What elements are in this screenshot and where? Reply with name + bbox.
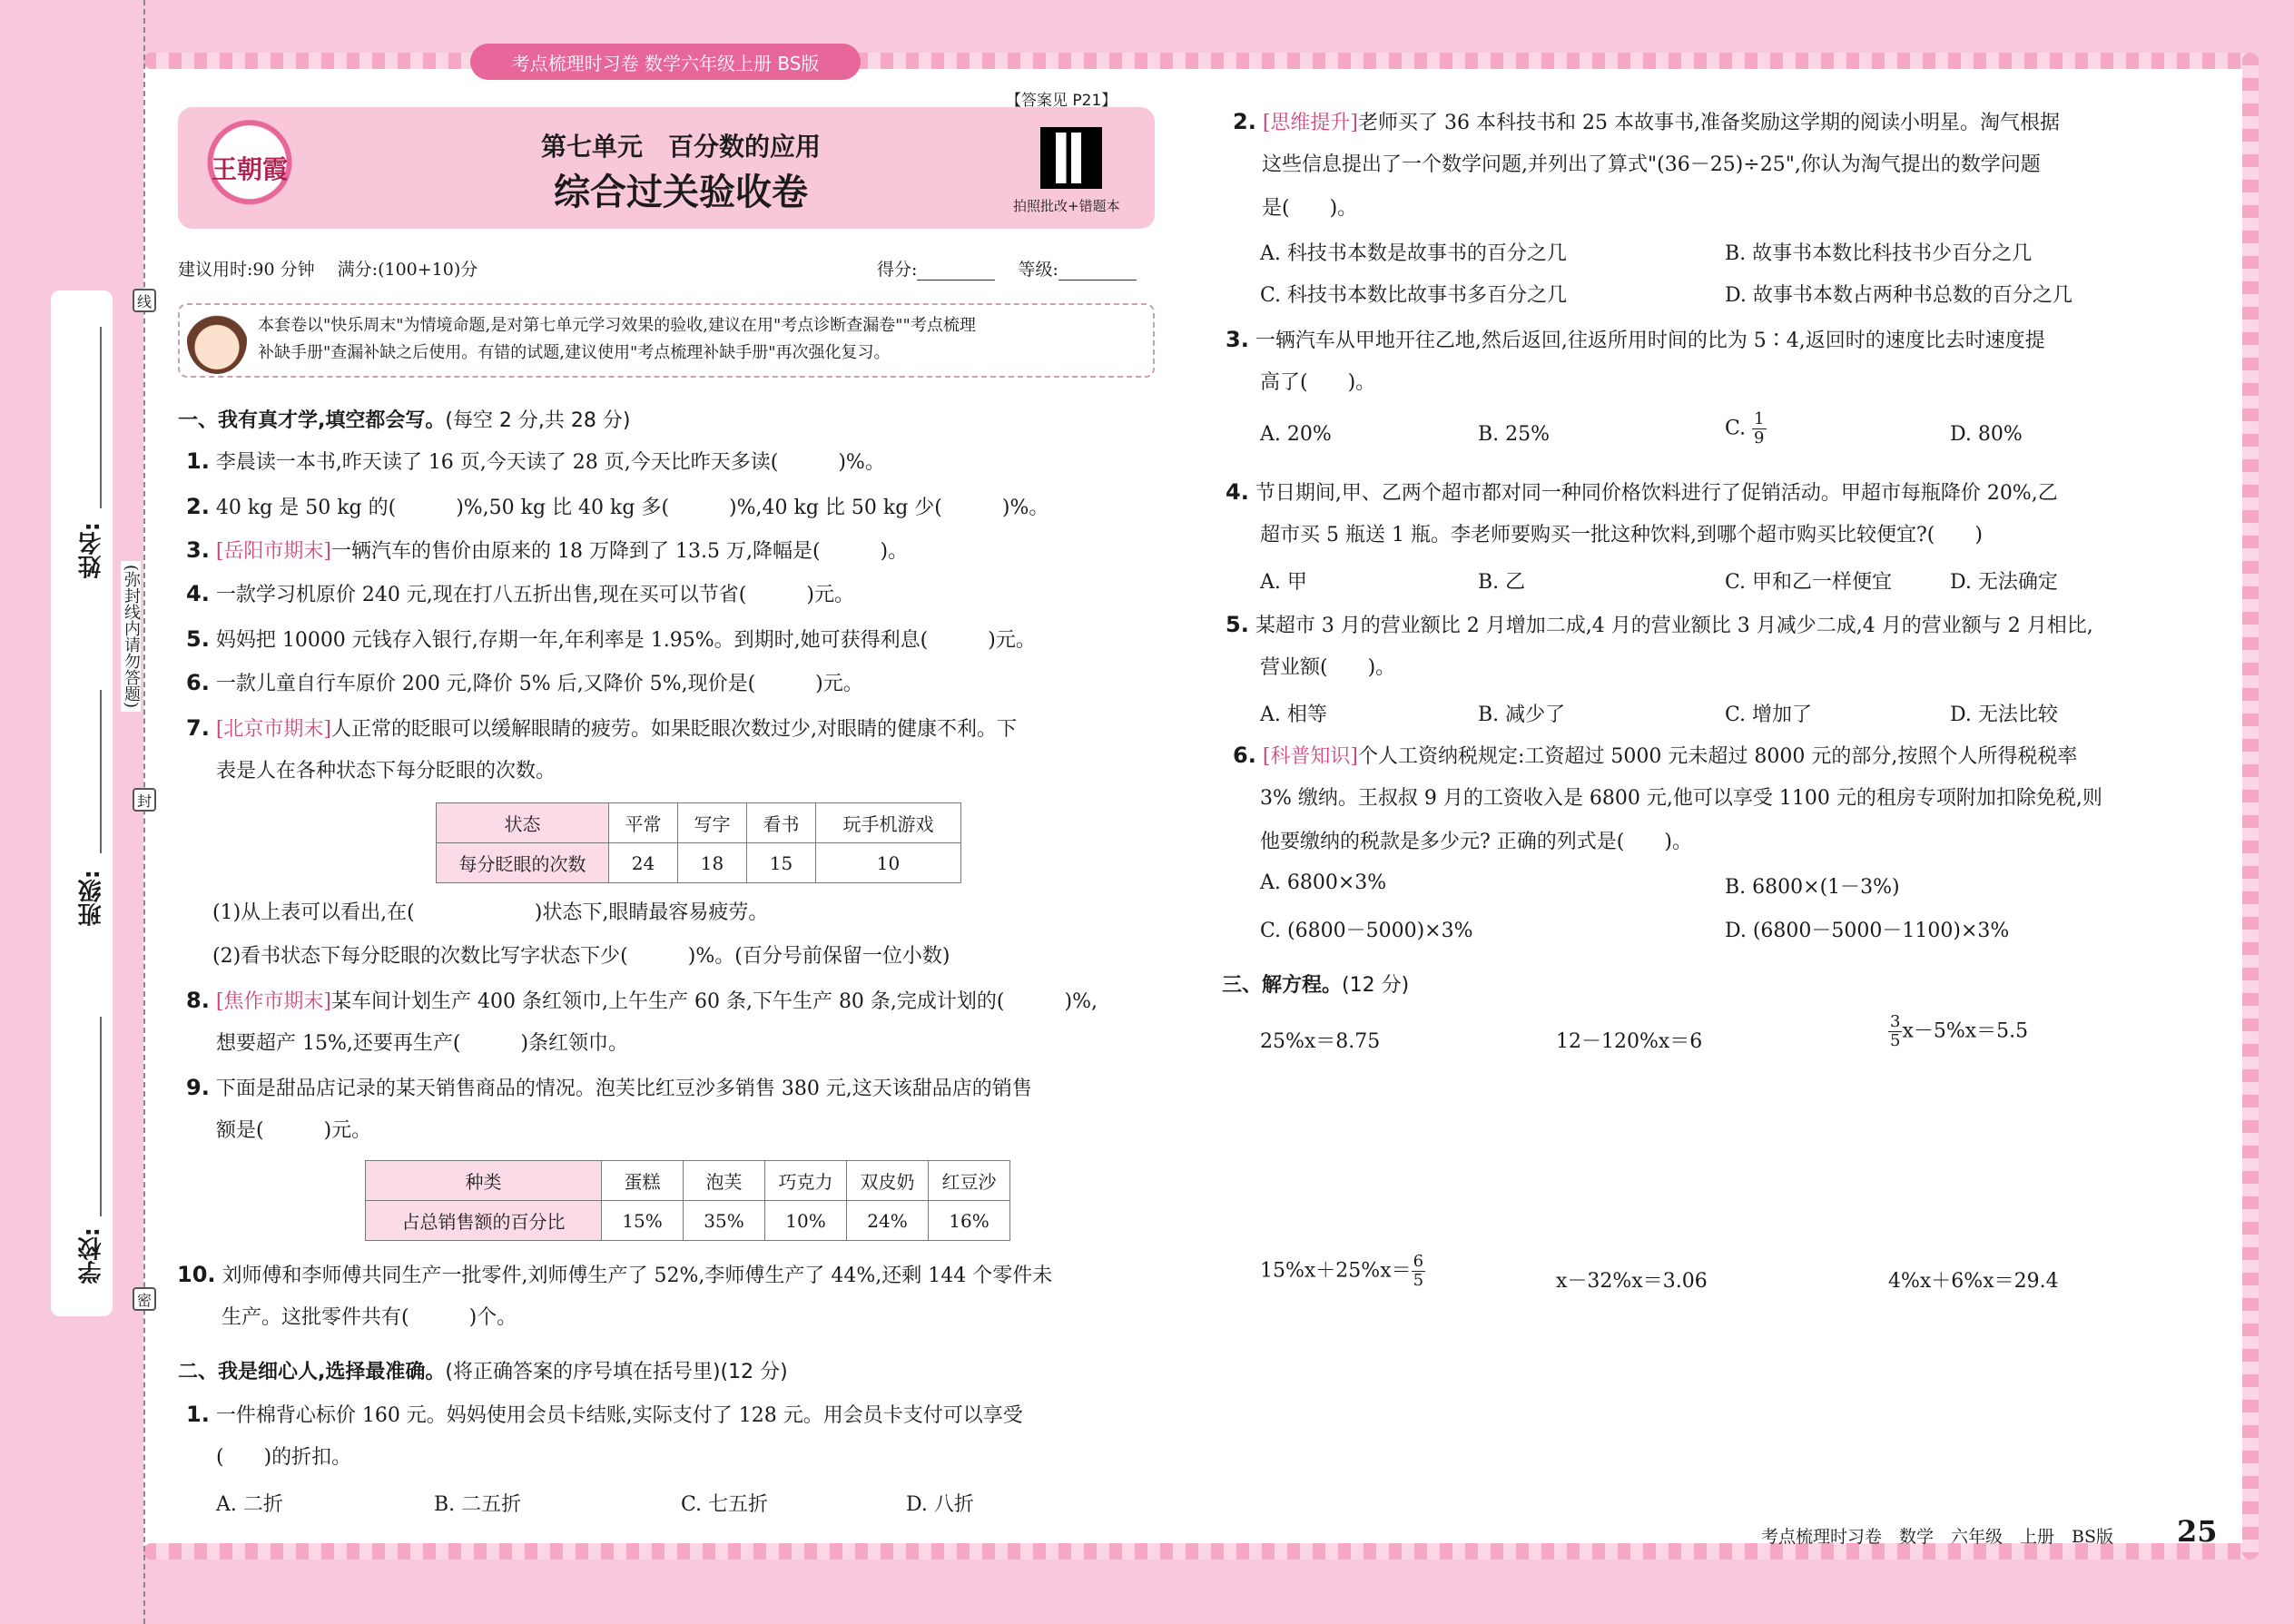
q2-1-option-a[interactable]: A. 二折 [216,1493,283,1516]
seal-char-secret: 密 [133,1287,156,1311]
equation-5: x－32%x＝3.06 [1556,1270,1708,1293]
q1-7-sub2: (2)看书状态下每分眨眼的次数比写字状态下少( )%。(百分号前保留一位小数) [212,945,950,968]
q2-3-option-a[interactable]: A. 20% [1260,423,1332,446]
score-field[interactable] [917,260,995,281]
q2-5-option-b[interactable]: B. 减少了 [1478,704,1566,726]
binding-strip [51,290,113,1316]
suggested-time: 建议用时:90 分钟 [178,260,315,280]
exam-meta-right [877,256,1137,281]
q1-6: 6. 一款儿童自行车原价 200 元,降价 5% 后,又降价 5%,现价是( )元。 [186,670,863,695]
q2-3-option-c[interactable]: C. $\frac{1}{9}$ [1725,409,1765,448]
q2-4-option-b[interactable]: B. 乙 [1478,571,1526,594]
q2-5-option-d[interactable]: D. 无法比较 [1950,704,2058,726]
q2-2-option-a[interactable]: A. 科技书本数是故事书的百分之几 [1260,242,1567,265]
grade-label: 等级: [1018,260,1058,280]
name-label: 姓名: [78,522,105,579]
name-line[interactable] [100,327,102,508]
q2-6-line2: 3% 缴纳。王叔叔 9 月的工资收入是 6800 元,他可以享受 1100 元的租房专项附加扣除免税,则 [1260,787,2102,810]
q2-6-option-c[interactable]: C. (6800－5000)×3% [1260,920,1473,942]
page-number: 25 [2177,1514,2218,1549]
unit-title: 第七单元 百分数的应用 [540,132,821,162]
seal-note: (弥封线内请勿答题) [121,561,141,712]
class-label: 班级: [78,870,105,927]
q2-6-option-a[interactable]: A. 6800×3% [1260,871,1387,894]
q2-4-option-d[interactable]: D. 无法确定 [1950,571,2058,594]
exam-meta-left [178,256,478,281]
section-1-title: 一、我有真才学,填空都会写。(每空 2 分,共 28 分) [178,409,631,432]
blink-table: 状态 平常 写字 看书 玩手机游戏 每分眨眼的次数 24 18 15 10 [436,802,961,883]
q2-4-option-a[interactable]: A. 甲 [1260,571,1307,594]
book-series-tab: 考点梳理时习卷 数学六年级上册 BS版 [470,44,861,80]
intro-text: 本套卷以"快乐周末"为情境命题,是对第七单元学习效果的验收,建议在用"考点诊断查漏卷""考点梳理 补缺手册"查漏补缺之后使用。有错的试题,建议使用"考点梳理补缺手册"再次强化复习。 [258,316,976,362]
sales-table: 种类 蛋糕 泡芙 巧克力 双皮奶 红豆沙 占总销售额的百分比 15% 35% 10% 24% 16% [365,1160,1010,1241]
equation-2: 12－120%x＝6 [1556,1030,1703,1053]
q2-1-option-c[interactable]: C. 七五折 [681,1493,769,1516]
qr-caption: 拍照批改+错题本 [1013,198,1120,214]
qr-code-icon[interactable] [1040,127,1102,189]
q2-5-option-a[interactable]: A. 相等 [1260,704,1327,726]
grade-field[interactable] [1058,260,1137,281]
q2-5: 5. 某超市 3 月的营业额比 2 月增加二成,4 月的营业额比 3 月减少二成,4 月的营业额与 2 月相比, [1226,612,2093,637]
q2-1-line2: ( )的折扣。 [216,1446,352,1469]
seal-char-line: 线 [133,289,156,312]
q1-7: 7. [北京市期末]人正常的眨眼可以缓解眼睛的疲劳。如果眨眼次数过少,对眼睛的健康不利。下 [186,715,1017,741]
q1-1: 1. 李晨读一本书,昨天读了 16 页,今天读了 28 页,今天比昨天多读( )%。 [186,448,885,474]
answer-reference: 【答案见 P21】 [1006,92,1117,110]
q1-9: 9. 下面是甜品店记录的某天销售商品的情况。泡芙比红豆沙多销售 380 元,这天该甜品店的销售 [186,1075,1032,1100]
q2-2-line3: 是( )。 [1262,197,1358,220]
equation-1: 25%x＝8.75 [1260,1030,1381,1053]
q2-5-line2: 营业额( )。 [1260,656,1396,679]
q2-3-option-b[interactable]: B. 25% [1478,423,1551,446]
q1-5: 5. 妈妈把 10000 元钱存入银行,存期一年,年利率是 1.95%。到期时,她可获得利息( )元。 [186,626,1036,652]
q2-1: 1. 一件棉背心标价 160 元。妈妈使用会员卡结账,实际支付了 128 元。用会员卡支付可以享受 [186,1402,1023,1427]
q1-10: 10. 刘师傅和李师傅共同生产一批零件,刘师傅生产了 52%,李师傅生产了 44%,还剩 144 个零件未 [177,1262,1053,1287]
fraction-six-fifths: $\frac{6}{5}$ [1413,1252,1424,1290]
q2-3-option-d[interactable]: D. 80% [1950,423,2023,446]
fraction-one-ninth: $\frac{1}{9}$ [1754,409,1765,448]
q1-4: 4. 一款学习机原价 240 元,现在打八五折出售,现在买可以节省( )元。 [186,581,854,606]
q2-1-option-b[interactable]: B. 二五折 [434,1493,522,1516]
q1-7-sub1: (1)从上表可以看出,在( )状态下,眼睛最容易疲劳。 [212,901,769,924]
equation-3: $\frac{3}{5}$ x－5%x＝5.5 [1890,1012,2029,1050]
q2-3: 3. 一辆汽车从甲地开往乙地,然后返回,往返所用时间的比为 5∶4,返回时的速度比去时速度提 [1226,327,2045,352]
q1-3: 3. [岳阳市期末]一辆汽车的售价由原来的 18 万降到了 13.5 万,降幅是( )。 [186,537,909,563]
q2-1-option-d[interactable]: D. 八折 [906,1493,974,1516]
q2-2-option-b[interactable]: B. 故事书本数比科技书少百分之几 [1725,242,2033,265]
girl-avatar-icon [187,307,247,374]
q2-6-option-d[interactable]: D. (6800－5000－1100)×3% [1725,920,2010,942]
q2-6-option-b[interactable]: B. 6800×(1－3%) [1725,876,1900,899]
footer-text: 考点梳理时习卷 数学 六年级 上册 BS版 [1761,1527,2113,1547]
school-label: 学校: [78,1227,105,1284]
decorative-border-right [2242,53,2259,1560]
q2-3-line2: 高了( )。 [1260,371,1376,394]
q2-2-line2: 这些信息提出了一个数学问题,并列出了算式"(36－25)÷25",你认为淘气提出的数学问题 [1262,153,2041,176]
score-label: 得分: [877,260,918,280]
section-3-title: 三、解方程。(12 分) [1222,974,1410,997]
q2-6-line3: 他要缴纳的税款是多少元? 正确的列式是( )。 [1260,831,1692,853]
brand-logo: 王朝霞 [196,111,303,225]
q2-4-line2: 超市买 5 瓶送 1 瓶。李老师要购买一批这种饮料,到哪个超市购买比较便宜?( ) [1260,524,1983,546]
school-line[interactable] [100,1017,102,1216]
page-title: 综合过关验收卷 [554,172,808,213]
equation-4: 15%x＋25%x＝ $\frac{6}{5}$ [1260,1252,1424,1290]
q2-2: 2. [思维提升]老师买了 36 本科技书和 25 本故事书,准备奖励这学期的阅读小明星。淘气根据 [1233,109,2060,134]
equation-6: 4%x＋6%x＝29.4 [1888,1270,2059,1293]
q2-2-option-d[interactable]: D. 故事书本数占两种书总数的百分之几 [1725,284,2072,307]
class-line[interactable] [100,690,102,853]
decorative-border-top [143,53,2250,69]
q2-5-option-c[interactable]: C. 增加了 [1725,704,1813,726]
q1-8: 8. [焦作市期末]某车间计划生产 400 条红领巾,上午生产 60 条,下午生产 80 条,完成计划的( )%, [186,988,1098,1013]
seal-char-seal: 封 [133,788,156,812]
q1-7-line2: 表是人在各种状态下每分眨眼的次数。 [216,760,556,782]
fraction-three-fifths: $\frac{3}{5}$ [1890,1012,1901,1050]
q1-10-line2: 生产。这批零件共有( )个。 [222,1306,517,1329]
q2-4: 4. 节日期间,甲、乙两个超市都对同一种同价格饮料进行了促销活动。甲超市每瓶降价 20%,乙 [1226,479,2058,505]
q1-2: 2. 40 kg 是 50 kg 的( )%,50 kg 比 40 kg 多( )%,40 kg 比 50 kg 少( )%。 [186,494,1049,519]
q1-9-line2: 额是( )元。 [216,1119,372,1142]
q2-2-option-c[interactable]: C. 科技书本数比故事书多百分之几 [1260,284,1568,307]
q2-4-option-c[interactable]: C. 甲和乙一样便宜 [1725,571,1893,594]
full-score: 满分:(100+10)分 [337,260,478,280]
seal-dashed-line [143,0,145,1624]
section-2-title: 二、我是细心人,选择最准确。(将正确答案的序号填在括号里)(12 分) [178,1361,788,1383]
q2-6: 6. [科普知识]个人工资纳税规定:工资超过 5000 元未超过 8000 元的部分,按照个人所得税税率 [1233,743,2078,768]
q1-8-line2: 想要超产 15%,还要再生产( )条红领巾。 [216,1032,629,1055]
